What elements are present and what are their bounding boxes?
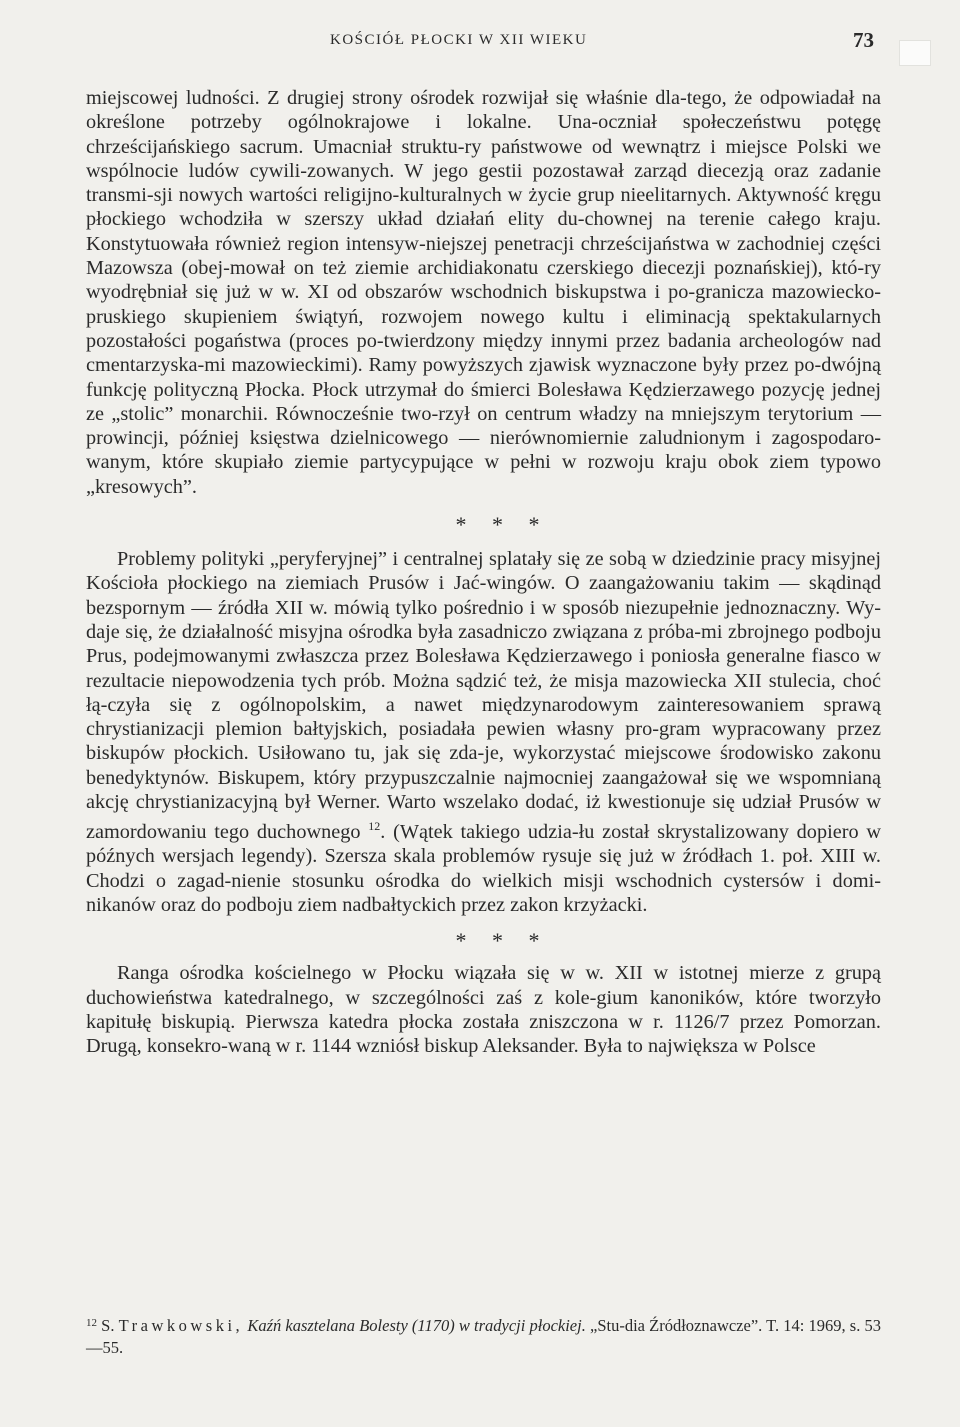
main-text xyxy=(86,86,881,1058)
scan-corner-mark xyxy=(899,40,931,66)
page-number: 73 xyxy=(853,28,874,52)
footnote xyxy=(86,1312,881,1359)
paragraph-2-text: Problemy polityki „peryferyjnej” i centralnej splatały się ze sobą w dziedzinie pracy misyjnej Kościoła płockiego na ziemiach Prusów i Jać-wingów. O zaangażowaniu takim — skądinąd bezspornym — źródła XII w. mówią tylko pośrednio i w sposób niezupełnie jednoznaczny. Wy-daje się, że działalność misyjna ośrodka była zasadniczo związana z próba-mi zbrojnego podboju Prus, podejmowanymi zwłaszcza przez Bolesława Kędzierzawego i poniosła generalne fiasco w rezultacie niepowodzenia tych prób. Można sądzić też, że misja mazowiecka XII stulecia, choć łą-czyła się z ogólnopolskim, a nawet międzynarodowym zainteresowaniem sprawą chrystianizacji plemion bałtyjskich, posiadała pewien własny pro-gram wypracowany przez biskupów płockich. Usiłowano tu, jak się zda-je, wykorzystać miejscowe środowisko zakonu benedyktynów. Biskupem, który przypuszczalnie najmocniej zaangażował się we wspomnianą akcję chrystianizacyjną był Werner. Warto wszelako dodać, iż kwestionuje się udział Prusów w zamordowaniu tego duchownego xyxy=(86,548,881,844)
paragraph-3: Ranga ośrodka kościelnego w Płocku wiązała się w w. XII w istotnej mierze z grupą duchowieństwa katedralnego, w szczególności zaś z kole-gium kanoników, które tworzyło kapitułę biskupią. Pierwsza katedra płocka została zniszczona w r. 1126/7 przez Pomorzan. Drugą, konsekro-waną w r. 1144 wzniósł biskup Aleksander. Była to największa w Polsce xyxy=(86,962,881,1058)
footnote-author-initial: S. xyxy=(101,1316,115,1335)
footnote-marker: 12 xyxy=(86,1317,97,1329)
section-separator-2: * * * xyxy=(455,928,542,954)
paragraph-1: miejscowej ludności. Z drugiej strony ośrodek rozwijał się właśnie dla-tego, że odpowiadał na określone potrzeby ogólnokrajowe i lokalne. Una-oczniał społeczeństwu potęgę chrześcijańskiego sacrum. Umacniał struktu-ry państwowe od wewnątrz i miejsce Polski we wspólnocie ludów cywili-zowanych. W jego gestii pozostawał zarząd diecezją oraz zadanie transmi-sji nowych wartości religijno-kulturalnych w życie grup nieelitarnych. Aktywność kręgu płockiego wchodziła w szerszy układ działań elity du-chownej na terenie całego kraju. Konstytuowała również region intensyw-niejszej penetracji chrześcijaństwa w zachodniej części Mazowsza (obej-mował on też ziemie archidiakonatu czerskiego diecezji poznańskiej), któ-ry wyodrębniał się już w w. XI od obszarów wschodnich biskupstwa i po-granicza mazowiecko-pruskiego skupieniem świątyń, rozwojem nowego kultu i eliminacją spektakularnych pozostałości pogaństwa (proces po-twierdzony między innymi przez badania archeologów nad cmentarzyska-mi mazowieckimi). Ramy powyższych zjawisk wyznaczone były przez po-dwójną funkcję polityczną Płocka. Płock utrzymał do śmierci Bolesława Kędzierzawego pozycję jednej ze „stolic” monarchii. Równocześnie two-rzył on centrum władzy na mniejszym terytorium — prowincji, później księstwa dzielnicowego — nierównomiernie zaludnionym i zagospodaro-wanym, które skupiało ziemie partycypujące w pełni w rozwoju kraju obok ziem typowo „kresowych”. xyxy=(86,87,881,498)
paragraph-2-tail: . (Wątek takiego udzia-łu został skrystalizowany dopiero w późnych wersjach legendy). Szersza skala problemów rysuje się już w źródłach 1. poł. XIII w. Chodzi o zagad-nienie stosunku ośrodka do wielkich misji wschodnich cystersów i domi-nikanów oraz do podboju ziem nadbałtyckich przez zakon krzyżacki. xyxy=(86,821,881,916)
paragraph-2 xyxy=(86,547,881,917)
footnote-title: Kaźń kasztelana Bolesty (1170) w tradycji płockiej. xyxy=(247,1316,586,1335)
footnote-reference: 12 xyxy=(368,819,381,834)
section-separator: * * * xyxy=(455,512,542,538)
footnote-author: Trawkowski, xyxy=(118,1316,244,1335)
running-title: KOŚCIÓŁ PŁOCKI W XII WIEKU xyxy=(330,32,588,48)
page-header xyxy=(90,28,880,58)
footnote-source: „Stu-dia Źródłoznawcze”. T. 14: 1969, s. 53—55. xyxy=(86,1316,881,1357)
